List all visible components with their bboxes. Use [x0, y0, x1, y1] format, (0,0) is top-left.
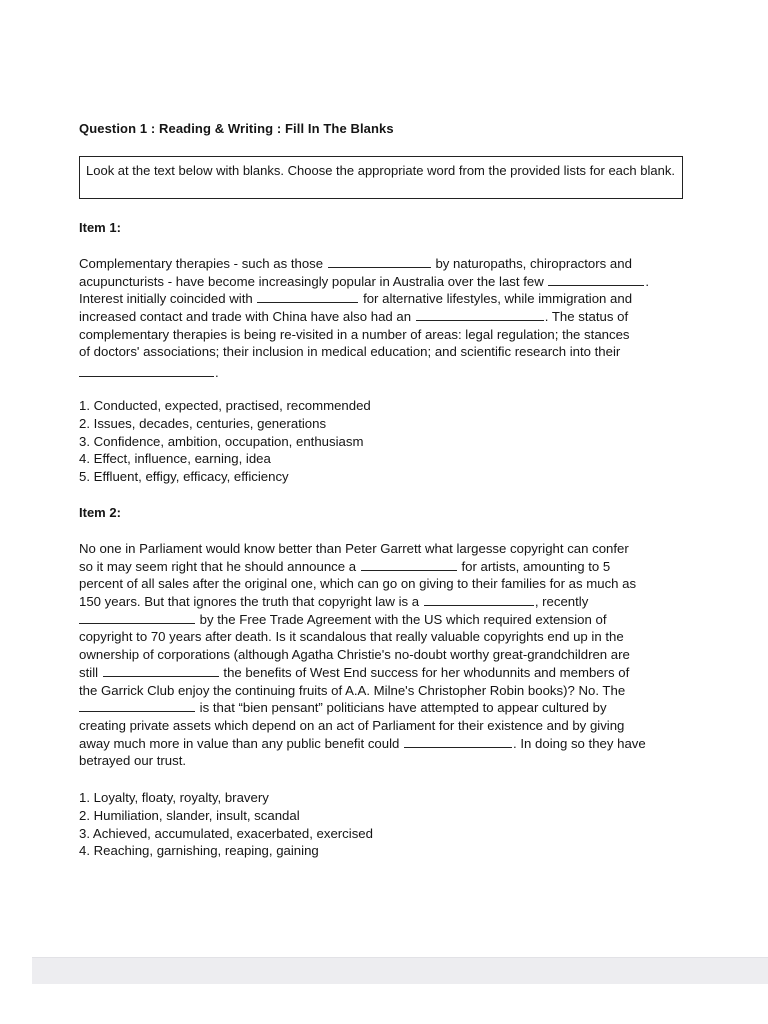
passage-text: . In doing so they have	[513, 735, 646, 751]
passage-text: copyright to 70 years after death. Is it scandalous that really valuable copyrights end up in the	[79, 629, 624, 645]
question-title: Question 1 : Reading & Writing : Fill In The Blanks	[79, 121, 394, 136]
passage-line	[79, 699, 689, 717]
option-list-item: 4. Reaching, garnishing, reaping, gaining	[79, 843, 319, 859]
passage-text: creating private assets which depend on an act of Parliament for their existence and by giving	[79, 717, 625, 733]
blank-9[interactable]	[103, 664, 219, 677]
passage-text: for alternative lifestyles, while immigration and	[363, 291, 633, 307]
instructions-box	[79, 156, 683, 199]
item1-options	[79, 397, 371, 486]
passage-line	[79, 290, 689, 308]
passage-text: No one in Parliament would know better than Peter Garrett what largesse copyright can confer	[79, 541, 629, 556]
item2-options	[79, 789, 373, 860]
passage-text: so it may seem right that he should announce a	[79, 558, 357, 574]
passage-line	[79, 308, 689, 326]
instructions-text: Look at the text below with blanks. Choose the appropriate word from the provided lists for each blank.	[86, 163, 675, 178]
blank-10[interactable]	[79, 699, 195, 712]
blank-7[interactable]	[424, 593, 534, 606]
passage-text: still	[79, 664, 99, 680]
blank-5[interactable]	[79, 364, 214, 377]
option-list-item: 2. Humiliation, slander, insult, scandal	[79, 807, 300, 823]
passage-line	[79, 540, 689, 558]
passage-text: 150 years. But that ignores the truth that copyright law is a	[79, 594, 420, 610]
blank-11[interactable]	[404, 735, 512, 748]
passage-text: increased contact and trade with China have also had an	[79, 309, 412, 325]
passage-line	[79, 255, 689, 273]
passage-text: ownership of corporations (although Agatha Christie's no-doubt worthy great-grandchildren are	[79, 647, 630, 663]
passage-text: . The status of	[544, 309, 629, 325]
passage-text: the benefits of West End success for her whodunnits and members of	[223, 664, 630, 680]
option-list-item: 3. Achieved, accumulated, exacerbated, exercised	[79, 825, 373, 841]
passage-text: acupuncturists - have become increasingly popular in Australia over the last few	[79, 273, 544, 289]
blank-6[interactable]	[361, 558, 457, 571]
option-list-item: 3. Confidence, ambition, occupation, enthusiasm	[79, 433, 364, 449]
page-footer-band	[32, 957, 768, 984]
passage-text: by the Free Trade Agreement with the US which required extension of	[199, 611, 607, 627]
passage-line	[79, 326, 689, 344]
passage-text: , recently	[534, 594, 589, 610]
option-list-item: 4. Effect, influence, earning, idea	[79, 451, 271, 467]
passage-line	[79, 575, 689, 593]
passage-line	[79, 611, 689, 629]
passage-text: complementary therapies is being re-visited in a number of areas: legal regulation; the stances	[79, 326, 630, 342]
item1-title: Item 1:	[79, 220, 121, 235]
passage-text: Interest initially coincided with	[79, 291, 253, 307]
passage-text: .	[645, 273, 650, 289]
item1-passage	[79, 255, 689, 382]
passage-text: .	[215, 365, 219, 381]
option-list-item: 1. Conducted, expected, practised, recommended	[79, 398, 371, 413]
item2-passage	[79, 540, 689, 770]
blank-2[interactable]	[548, 273, 644, 286]
passage-line	[79, 273, 689, 291]
passage-line	[79, 682, 689, 700]
passage-line	[79, 752, 689, 770]
passage-text: Complementary therapies - such as those	[79, 256, 324, 271]
passage-line	[79, 717, 689, 735]
passage-line	[79, 364, 689, 382]
blank-4[interactable]	[416, 308, 544, 321]
option-list-item: 2. Issues, decades, centuries, generations	[79, 415, 327, 431]
option-list-item: 5. Effluent, effigy, efficacy, efficiency	[79, 469, 289, 485]
blank-1[interactable]	[328, 255, 431, 268]
blank-3[interactable]	[257, 290, 358, 303]
passage-text: of doctors' associations; their inclusion in medical education; and scientific research into their	[79, 344, 621, 360]
blank-8[interactable]	[79, 611, 195, 624]
passage-line	[79, 628, 689, 646]
passage-text: by naturopaths, chiropractors and	[435, 256, 632, 271]
passage-line	[79, 558, 689, 576]
passage-line	[79, 343, 689, 361]
passage-line	[79, 593, 689, 611]
passage-text: away much more in value than any public benefit could	[79, 735, 400, 751]
passage-line	[79, 646, 689, 664]
passage-text: percent of all sales after the original one, which can go on giving to their families for as much as	[79, 576, 637, 592]
passage-text: the Garrick Club enjoy the continuing fruits of A.A. Milne's Christopher Robin books)? No. The	[79, 682, 626, 698]
passage-text: for artists, amounting to 5	[461, 558, 611, 574]
passage-text: betrayed our trust.	[79, 753, 187, 769]
passage-line	[79, 664, 689, 682]
passage-text: is that “bien pensant” politicians have attempted to appear cultured by	[199, 700, 607, 716]
option-list-item: 1. Loyalty, floaty, royalty, bravery	[79, 790, 269, 805]
passage-line	[79, 735, 689, 753]
item2-title: Item 2:	[79, 505, 121, 520]
